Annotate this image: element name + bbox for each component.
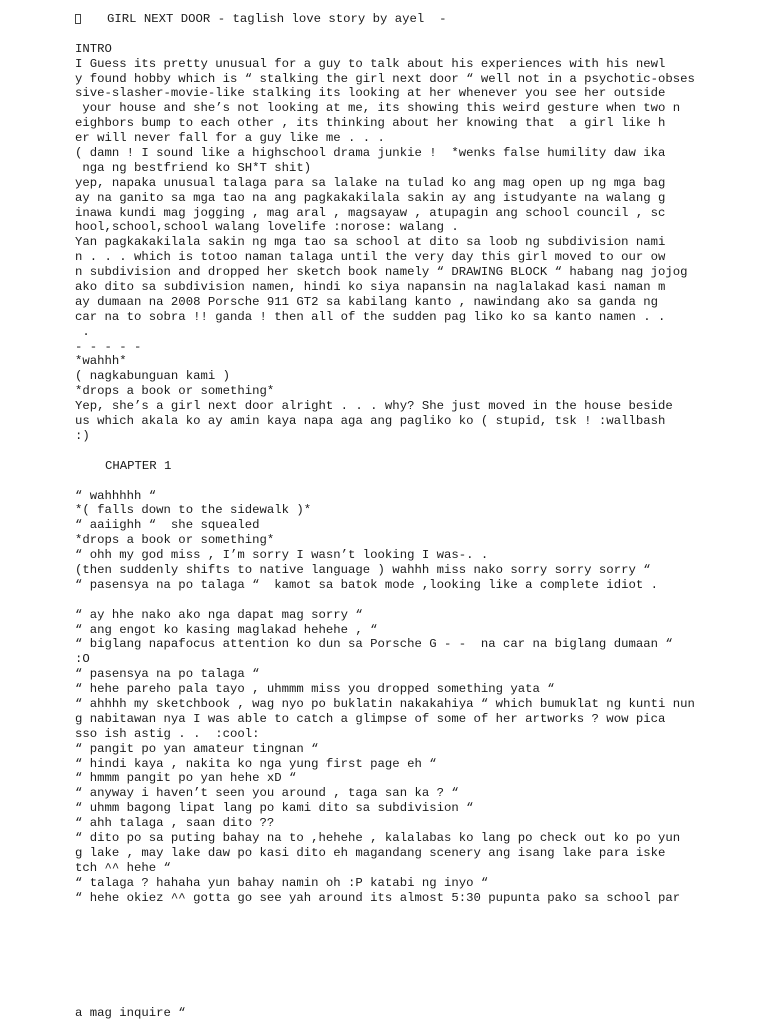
text-line: Yan pagkakakilala sakin ng mga tao sa school at dito sa loob ng subdivision nami — [75, 235, 666, 250]
text-line: hool,school,school walang lovelife :norose: walang . — [75, 220, 459, 235]
document-page — [75, 12, 755, 905]
text-line: us which akala ko ay amin kaya napa aga ang pagliko ko ( stupid, tsk ! :wallbash — [75, 414, 666, 429]
spacer — [75, 593, 755, 608]
chapter-heading: CHAPTER 1 — [105, 458, 172, 473]
text-line: “ ahh talaga , saan dito ?? — [75, 816, 275, 831]
spacer — [75, 444, 755, 459]
text-line: nga ng bestfriend ko SH*T shit) — [75, 160, 312, 175]
text-line: sso ish astig . . :cool: — [75, 726, 260, 741]
chapter-text-block-2 — [75, 608, 755, 906]
chapter-text-block-1 — [75, 489, 755, 593]
text-line: (then suddenly shifts to native language ) wahhh miss nako sorry sorry sorry “ — [75, 562, 651, 577]
text-line: I Guess its pretty unusual for a guy to talk about his experiences with his newl — [75, 56, 666, 71]
text-line: y found hobby which is “ stalking the girl next door “ well not in a psychotic-obses — [75, 71, 695, 86]
text-line: g nabitawan nya I was able to catch a glimpse of some of her artworks ? wow pica — [75, 711, 666, 726]
intro-heading: INTRO — [75, 41, 112, 56]
text-line: “ anyway i haven’t seen you around , taga san ka ? “ — [75, 786, 459, 801]
text-line: sive-slasher-movie-like stalking its looking at her whenever you see her outside — [75, 86, 666, 101]
text-line: “ talaga ? hahaha yun bahay namin oh :P katabi ng inyo “ — [75, 875, 489, 890]
text-line: “ ay hhe nako ako nga dapat mag sorry “ — [75, 607, 363, 622]
text-line: “ dito po sa puting bahay na to ,hehehe , kalalabas ko lang po check out ko po yun — [75, 830, 681, 845]
text-line: “ uhmm bagong lipat lang po kami dito sa subdivision “ — [75, 801, 474, 816]
text-line: er will never fall for a guy like me . . . — [75, 131, 385, 146]
text-line: :O — [75, 652, 90, 667]
text-line: g lake , may lake daw po kasi dito eh magandang scenery ang isang lake para iske — [75, 845, 666, 860]
text-line: inawa kundi mag jogging , mag aral , magsayaw , atupagin ang school council , sc — [75, 205, 666, 220]
text-line: Yep, she’s a girl next door alright . . . why? She just moved in the house beside — [75, 399, 673, 414]
text-line: “ ohh my god miss , I’m sorry I wasn’t looking I was-. . — [75, 548, 489, 563]
text-line: *( falls down to the sidewalk )* — [75, 503, 312, 518]
text-line: “ biglang napafocus attention ko dun sa Porsche G - - na car na biglang dumaan “ — [75, 637, 673, 652]
text-line: ay dumaan na 2008 Porsche 911 GT2 sa kabilang kanto , nawindang ako sa ganda ng — [75, 294, 658, 309]
text-line: “ aaiighh “ she squealed — [75, 518, 260, 533]
text-line: ako dito sa subdivision namen, hindi ko siya napansin na naglalakad kasi naman m — [75, 280, 666, 295]
spacer — [75, 474, 755, 489]
text-line: - - - - - — [75, 339, 142, 354]
text-line: “ ang engot ko kasing maglakad hehehe , “ — [75, 622, 378, 637]
document-title-row — [75, 12, 755, 27]
text-line: tch ^^ hehe “ — [75, 860, 171, 875]
text-line: *drops a book or something* — [75, 533, 275, 548]
text-line: ( damn ! I sound like a highschool drama junkie ! *wenks false humility daw ika — [75, 146, 666, 161]
intro-text-block — [75, 57, 755, 444]
text-line: *wahhh* — [75, 354, 127, 369]
text-line: “ hehe okiez ^^ gotta go see yah around its almost 5:30 pupunta pako sa school par — [75, 890, 681, 905]
missing-glyph-box-icon — [75, 14, 81, 24]
text-line: yep, napaka unusual talaga para sa lalake na tulad ko ang mag open up ng mga bag — [75, 175, 666, 190]
text-line: “ ahhhh my sketchbook , wag nyo po buklatin nakakahiya “ which bumuklat ng kunti nun — [75, 696, 695, 711]
text-line: *drops a book or something* — [75, 384, 275, 399]
text-line: :) — [75, 428, 90, 443]
text-line: ay na ganito sa mga tao na ang pagkakakilala sakin ay ang istudyante na walang g — [75, 190, 666, 205]
text-line: ( nagkabunguan kami ) — [75, 369, 230, 384]
text-line: “ pasensya na po talaga “ — [75, 667, 260, 682]
text-line: . — [75, 324, 90, 339]
text-line: “ pangit po yan amateur tingnan “ — [75, 741, 319, 756]
document-title: GIRL NEXT DOOR - taglish love story by ayel - — [107, 12, 447, 26]
page-footer-line: a mag inquire “ — [75, 1006, 186, 1020]
text-line: “ wahhhhh “ — [75, 488, 157, 503]
text-line: n subdivision and dropped her sketch book namely “ DRAWING BLOCK “ habang nag jojog — [75, 265, 688, 280]
text-line: “ hindi kaya , nakita ko nga yung first page eh “ — [75, 756, 437, 771]
text-line: “ pasensya na po talaga “ kamot sa batok mode ,looking like a complete idiot . — [75, 577, 658, 592]
text-line: n . . . which is totoo naman talaga until the very day this girl moved to our ow — [75, 250, 666, 265]
spacer — [75, 27, 755, 42]
text-line: car na to sobra !! ganda ! then all of the sudden pag liko ko sa kanto namen . . — [75, 309, 666, 324]
text-line: your house and she’s not looking at me, its showing this weird gesture when two n — [75, 101, 681, 116]
text-line: eighbors bump to each other , its thinking about her knowing that a girl like h — [75, 116, 666, 131]
text-line: “ hmmm pangit po yan hehe xD “ — [75, 771, 297, 786]
text-line: “ hehe pareho pala tayo , uhmmm miss you dropped something yata “ — [75, 682, 555, 697]
